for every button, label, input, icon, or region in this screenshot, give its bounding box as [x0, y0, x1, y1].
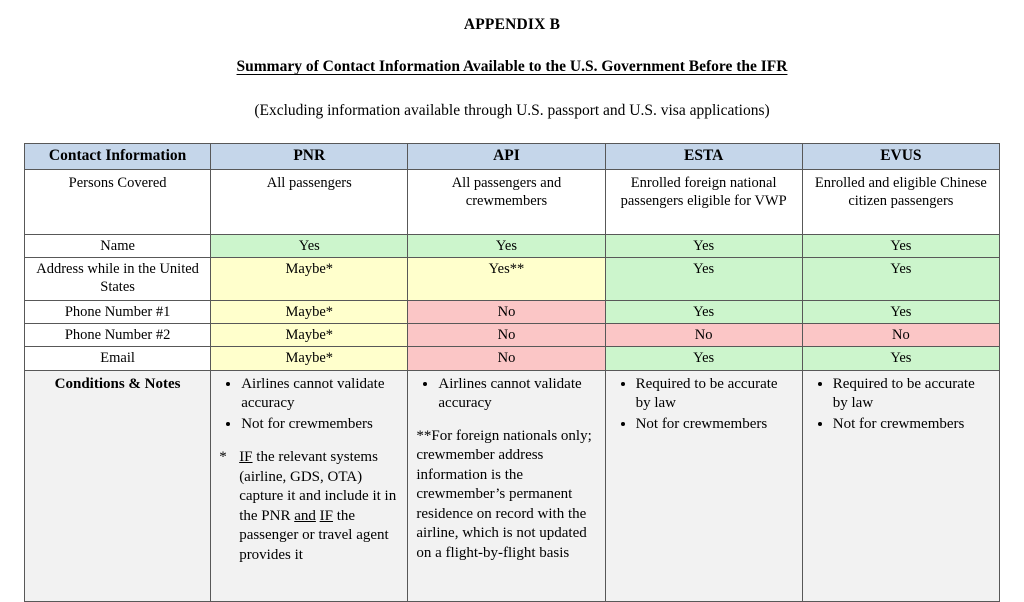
note-text: the passenger or travel agent provides it: [239, 507, 389, 563]
cell-address-pnr: Maybe*: [211, 257, 408, 300]
cell-email-evus: Yes: [802, 347, 999, 370]
cell-phone2-pnr: Maybe*: [211, 324, 408, 347]
table-row: [25, 324, 1000, 347]
list-item: • Airlines cannot validate accuracy: [438, 375, 596, 414]
notes-bullet-list-pnr: [221, 375, 399, 435]
cell-phone2-evus: No: [802, 324, 999, 347]
cell-email-pnr: Maybe*: [211, 347, 408, 370]
cell-phone2-api: No: [408, 324, 605, 347]
row-label-phone-number-1: Phone Number #1: [25, 300, 211, 323]
cell-persons-covered-evus: Enrolled and eligible Chinese citizen passengers: [802, 169, 999, 234]
appendix-label: APPENDIX B: [463, 16, 561, 33]
list-item: • Not for crewmembers: [833, 415, 991, 435]
table-header-row: [25, 144, 1000, 170]
cell-notes-esta: [605, 370, 802, 601]
column-header-evus: EVUS: [802, 144, 999, 170]
row-label-conditions-and-notes: Conditions & Notes: [25, 370, 211, 601]
table-row: [25, 169, 1000, 234]
cell-notes-pnr: [211, 370, 408, 601]
table-row: [25, 257, 1000, 300]
cell-persons-covered-esta: Enrolled foreign national passengers eligible for VWP: [605, 169, 802, 234]
emphasis-underlined: IF: [239, 449, 253, 466]
cell-phone1-api: No: [408, 300, 605, 323]
cell-address-esta: Yes: [605, 257, 802, 300]
emphasis-underlined: and: [294, 507, 316, 524]
list-item: • Not for crewmembers: [241, 415, 399, 435]
notes-bullet-list-esta: [616, 375, 794, 435]
cell-name-api: Yes: [408, 234, 605, 257]
note-text: the relevant systems (airline, GDS, OTA) capture it and include it in the PNR: [239, 449, 397, 524]
cell-name-pnr: Yes: [211, 234, 408, 257]
table-row: [25, 300, 1000, 323]
table-head: [25, 144, 1000, 170]
row-label-name: Name: [25, 234, 211, 257]
notes-paragraph-api: **For foreign nationals only; crewmember address information is the crewmember’s permanent residence on record with the airline, which is not updated on a flight-by-flight basis: [416, 427, 592, 561]
list-item: • Required to be accurate by law: [833, 375, 991, 414]
cell-notes-evus: [802, 370, 999, 601]
table-row: [25, 347, 1000, 370]
row-label-phone-number-2: Phone Number #2: [25, 324, 211, 347]
cell-email-api: No: [408, 347, 605, 370]
row-label-address-while-in-the-united-states: Address while in the United States: [25, 257, 211, 300]
list-item: • Airlines cannot validate accuracy: [241, 375, 399, 414]
cell-phone2-esta: No: [605, 324, 802, 347]
cell-email-esta: Yes: [605, 347, 802, 370]
list-item: • Not for crewmembers: [636, 415, 794, 435]
contact-information-summary-table: [24, 143, 1000, 602]
cell-persons-covered-api: All passengers and crewmembers: [408, 169, 605, 234]
column-header-api: API: [408, 144, 605, 170]
column-header-contact-information: Contact Information: [25, 144, 211, 170]
notes-starred-note-pnr: [219, 448, 399, 565]
emphasis-underlined: IF: [319, 507, 333, 524]
notes-bullet-list-api: [418, 375, 596, 414]
column-header-esta: ESTA: [605, 144, 802, 170]
row-label-email: Email: [25, 347, 211, 370]
page-title: [0, 34, 1024, 76]
cell-address-api: Yes**: [408, 257, 605, 300]
table-row: [25, 234, 1000, 257]
page-subtitle: (Excluding information available through U.S. passport and U.S. visa applications): [254, 102, 770, 119]
cell-phone1-pnr: Maybe*: [211, 300, 408, 323]
asterisk-marker: *: [219, 449, 227, 466]
cell-name-evus: Yes: [802, 234, 999, 257]
cell-notes-api: [408, 370, 605, 601]
cell-persons-covered-pnr: All passengers: [211, 169, 408, 234]
summary-table-container: [0, 120, 1024, 602]
column-header-pnr: PNR: [211, 144, 408, 170]
list-item: • Required to be accurate by law: [636, 375, 794, 414]
row-label-persons-covered: Persons Covered: [25, 169, 211, 234]
table-row-conditions-notes: [25, 370, 1000, 601]
cell-address-evus: Yes: [802, 257, 999, 300]
cell-name-esta: Yes: [605, 234, 802, 257]
table-body: [25, 169, 1000, 601]
cell-phone1-evus: Yes: [802, 300, 999, 323]
page-title-text: Summary of Contact Information Available to the U.S. Government Before the IFR: [236, 58, 788, 75]
cell-phone1-esta: Yes: [605, 300, 802, 323]
notes-bullet-list-evus: [813, 375, 991, 435]
